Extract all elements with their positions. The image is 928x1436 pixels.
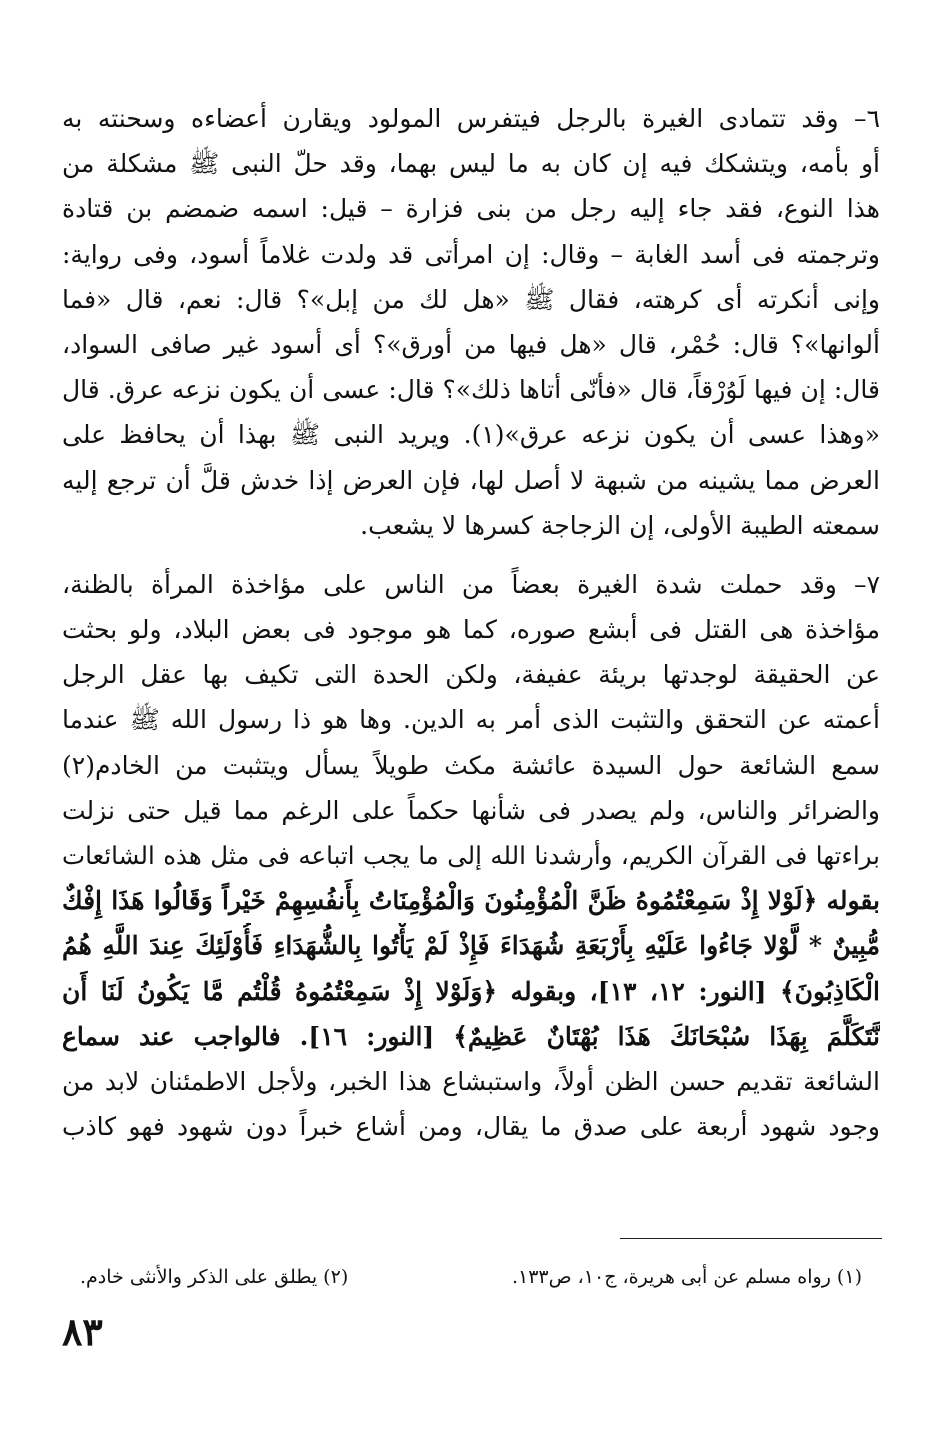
paragraph-7	[62, 562, 880, 1149]
text-line: هذا النوع، فقد جاء إليه رجل من بنى فزارة – قيل: اسمه ضمضم بن قتادة	[62, 194, 880, 224]
footnotes	[80, 1262, 862, 1292]
paragraph-spacer	[62, 548, 880, 562]
text-line: أو بأمه، ويتشكك فيه إن كان به ما ليس بهما، وقد حلّ النبى ﷺ مشكلة من	[62, 149, 880, 179]
text-line: براءتها فى القرآن الكريم، وأرشدنا الله إلى ما يجب اتباعه فى مثل هذه الشائعات	[62, 841, 880, 870]
paragraph-6	[62, 96, 880, 548]
text-line: عن الحقيقة لوجدتها بريئة عفيفة، ولكن الحدة التى تكيف بها عقل الرجل	[62, 660, 880, 690]
text-line: مؤاخذة هى القتل فى أبشع صوره، كما هو موجود فى بعض البلاد، ولو بحثت	[62, 615, 880, 645]
text-line: ٦– وقد تتمادى الغيرة بالرجل فيتفرس المولود ويقارن أعضاءه وسحنته به	[62, 104, 880, 133]
text-line: وترجمته فى أسد الغابة – وقال: إن امرأتى قد ولدت غلاماً أسود، وفى رواية:	[62, 239, 880, 269]
quran-verse-line: الْكَاذِبُونَ﴾ [النور: ١٢، ١٣]، وبقوله ﴿وَلَوْلا إِذْ سَمِعْتُمُوهُ قُلْتُم مَّا يَكُونُ لَنَا أَن	[62, 976, 880, 1006]
footnote-2: (٢) يطلق على الذكر والأنثى خادم.	[80, 1266, 349, 1288]
quran-verse-line: مُّبِينٌ * لَّوْلا جَاءُوا عَلَيْهِ بِأَرْبَعَةِ شُهَدَاءَ فَإِذْ لَمْ يَأْتُوا بِالشُّهَدَاءِ فَأُوْلَئِكَ عِندَ اللَّهِ هُمُ	[62, 931, 880, 961]
footnote-1: (١) رواه مسلم عن أبى هريرة، ج١٠، ص١٣٣.	[511, 1266, 862, 1288]
page-body	[62, 96, 880, 1149]
text-line: سمعته الطيبة الأولى، إن الزجاجة كسرها لا يشعب.	[360, 510, 880, 540]
text-line: وإنى أنكرته أى كرهته، فقال ﷺ «هل لك من إبل»؟ قال: نعم، قال «فما	[62, 284, 880, 314]
text-line: «وهذا عسى أن يكون نزعه عرق»(١). ويريد النبى ﷺ بهذا أن يحافظ على	[62, 420, 880, 450]
text-line: ألوانها»؟ قال: حُمْر، قال «هل فيها من أورق»؟ أى أسود غير صافى السواد،	[62, 329, 880, 359]
page-number: ٨٣	[62, 1309, 103, 1354]
quran-verse-line: بقوله ﴿لَوْلا إِذْ سَمِعْتُمُوهُ ظَنَّ الْمُؤْمِنُونَ وَالْمُؤْمِنَاتُ بِأَنفُسِهِمْ خَيْراً وَقَالُوا هَذَا إِفْكٌ	[62, 886, 880, 916]
quran-verse-line: نَّتَكَلَّمَ بِهَذَا سُبْحَانَكَ هَذَا بُهْتَانٌ عَظِيمٌ﴾ [النور: ١٦]. فالواجب عند سماع	[62, 1021, 880, 1051]
text-line: ٧– وقد حملت شدة الغيرة بعضاً من الناس على مؤاخذة المرأة بالظنة،	[62, 569, 880, 599]
footnote-divider	[620, 1238, 882, 1239]
text-line: قال: إن فيها لَوُرْقاً، قال «فأنّى أتاها ذلك»؟ قال: عسى أن يكون نزعه عرق. قال	[62, 375, 880, 405]
text-line: وجود شهود أربعة على صدق ما يقال، ومن أشاع خبراً دون شهود فهو كاذب	[62, 1112, 880, 1142]
text-line: سمع الشائعة حول السيدة عائشة مكث طويلاً يسأل ويتثبت من الخادم(٢)	[62, 750, 880, 780]
text-line: العرض مما يشينه من شبهة لا أصل لها، فإن العرض إذا خدش قلَّ أن ترجع إليه	[62, 465, 880, 495]
text-line: أعمته عن التحقق والتثبت الذى أمر به الدين. وها هو ذا رسول الله ﷺ عندما	[62, 705, 880, 735]
text-line: والضرائر والناس، ولم يصدر فى شأنها حكماً على الرغم مما قيل حتى نزلت	[62, 795, 880, 825]
text-line: الشائعة تقديم حسن الظن أولاً، واستبشاع هذا الخبر، ولأجل الاطمئنان لابد من	[62, 1066, 880, 1096]
